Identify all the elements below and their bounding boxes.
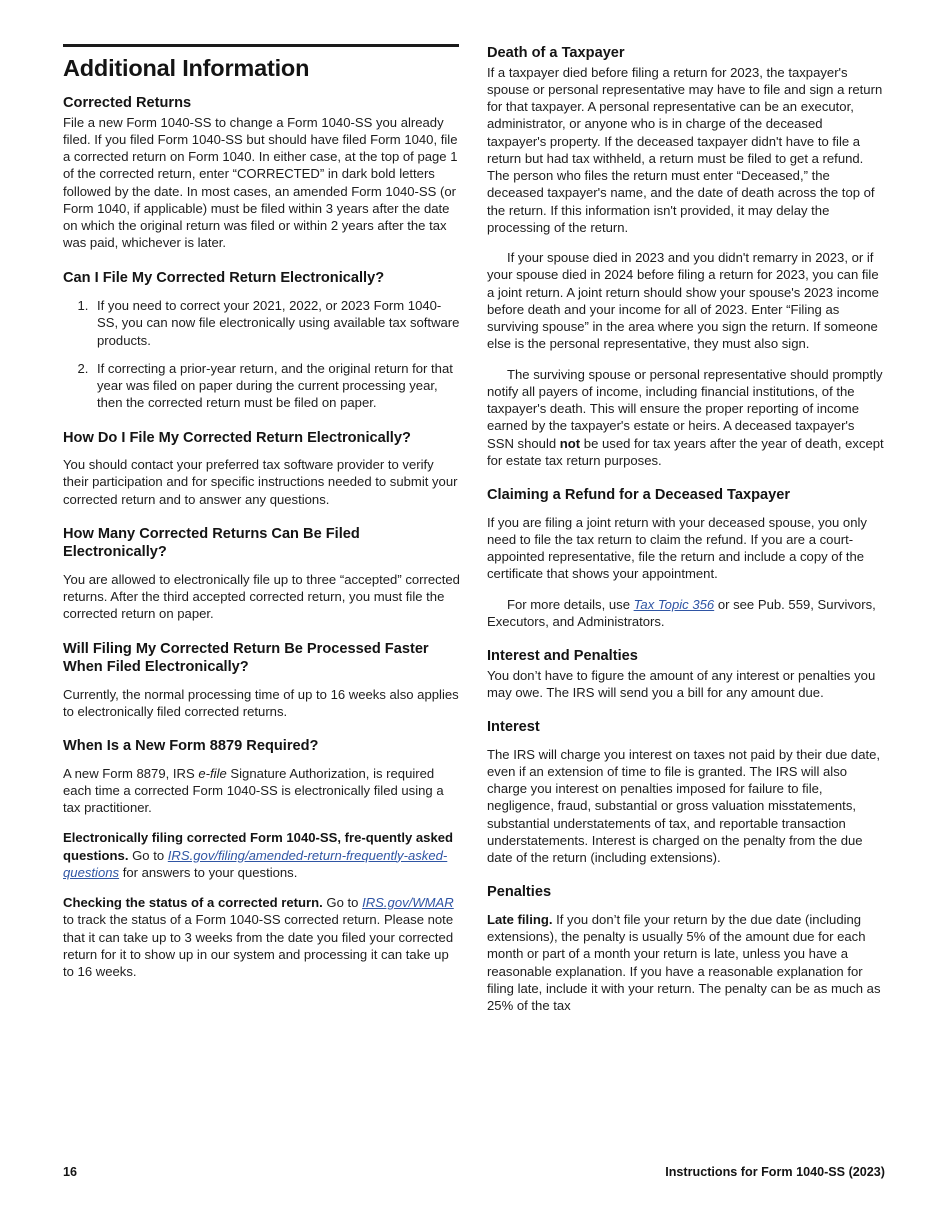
paragraph-claiming-refund-2 xyxy=(487,596,885,631)
page-footer xyxy=(63,1165,885,1179)
two-column-layout xyxy=(63,44,885,1014)
heading-how-do-i-file-electronically: How Do I File My Corrected Return Electronically? xyxy=(63,429,411,446)
heading-corrected-returns: Corrected Returns xyxy=(63,95,192,111)
death-3-text-post: be used for tax years after the year of death, except for estate tax return purposes. xyxy=(487,435,884,468)
heading-processed-faster: Will Filing My Corrected Return Be Processed Faster When Filed Electronically? xyxy=(63,640,429,675)
efile-faq-text-post: for answers to your questions. xyxy=(119,864,298,880)
heading-interest: Interest xyxy=(487,719,540,735)
paragraph-interest: The IRS will charge you interest on taxes not paid by their due date, even if an extension of time to file is granted. The IRS will also charge you interest on penalties imposed for failure to file, negligence, fraud, substantial or gross valuation misstatements, substantial understatements of tax, and reportable transaction understatements. Interest is charged on the penalty from the due date of the return (including extensions). xyxy=(487,746,881,865)
paragraph-death-3 xyxy=(487,366,885,470)
paragraph-how-do-i-file: You should contact your preferred tax software provider to verify their participation and for specific instructions needed to submit your corrected return and to answer any questions. xyxy=(63,457,458,507)
footer-form-title: Instructions for Form 1040-SS (2023) xyxy=(665,1165,885,1179)
heading-penalties: Penalties xyxy=(487,884,552,901)
death-3-bold-not: not xyxy=(559,435,581,451)
checking-status-text-post: to track the status of a Form 1040-SS corrected return. Please note that it can take up to 3 weeks from the date you filed your corrected return for it to show up in our system and processing it can take up to 16 weeks. xyxy=(63,912,454,979)
paragraph-death-2: If your spouse died in 2023 and you didn't remarry in 2023, or if your spouse died in 2024 before filing a return for 2023, you can file a joint return. A joint return should show your spouse's 2023 income before death and your income for all of 2023. Enter “Filing as surviving spouse” in the area where you sign the return. If someone else is the personal representative, they must also sign. xyxy=(487,250,879,352)
refund-2-text-pre: For more details, use xyxy=(507,596,634,612)
paragraph-checking-status xyxy=(63,894,461,980)
late-filing-text: If you don’t file your return by the due date (including extensions), the penalty is usually 5% of the amount due for each month or part of a month your return is late, unless you have a reasonable explanation. If you have a reasonable explanation for filing late, include it with your return. The penalty can be as much as 25% of the tax xyxy=(487,911,881,1013)
form-8879-text-post: Signature Authorization, is required each time a corrected Form 1040-SS is electronically filed using a tax practitioner. xyxy=(63,765,444,815)
page-title: Additional Information xyxy=(63,55,310,81)
paragraph-processed-faster: Currently, the normal processing time of up to 16 weeks also applies to electronically filed corrected returns. xyxy=(63,686,459,719)
efile-faq-lead: Electronically filing corrected Form 1040-SS, fre‐quently asked questions. xyxy=(63,830,454,863)
efile-italic: e-file xyxy=(198,765,227,781)
heading-can-i-file-electronically: Can I File My Corrected Return Electronically? xyxy=(63,269,385,286)
heading-how-many-corrected-returns: How Many Corrected Returns Can Be Filed Electronically? xyxy=(63,525,360,561)
paragraph-efile-faq xyxy=(63,829,461,881)
paragraph-how-many: You are allowed to electronically file up to three “accepted” corrected returns. After the third accepted corrected return, you must file the corrected return on paper. xyxy=(63,571,460,622)
heading-form-8879: When Is a New Form 8879 Required? xyxy=(63,738,319,754)
efile-faq-text-pre: Go to xyxy=(128,847,168,863)
footer-page-number: 16 xyxy=(63,1165,78,1179)
paragraph-death-1: If a taxpayer died before filing a return for 2023, the taxpayer's spouse or personal representative may have to file and sign a return for that taxpayer. A personal representative can be an executor, administrator, or anyone who is in charge of the deceased taxpayer's property. If the deceased taxpayer didn't have to file a return but had tax withheld, a return must be filed to get a refund. The person who files the return must enter “Deceased,” the deceased taxpayer's name, and the date of death across the top of the return. If this information isn't provided, it may delay the processing of the return. xyxy=(487,64,883,235)
link-irs-gov-wmar[interactable]: IRS.gov/WMAR xyxy=(362,895,454,910)
paragraph-form-8879 xyxy=(63,765,461,817)
checking-status-text-pre: Go to xyxy=(322,895,363,910)
refund-2-text-post: or see Pub. 559, Survivors, Executors, and Administrators. xyxy=(487,596,876,629)
paragraph-corrected-returns: File a new Form 1040-SS to change a Form 1040-SS you already filed. If you filed Form 1040-SS but should have filed Form 1040, file a corrected return on Form 1040. In either case, at the top of page 1 of the corrected return, enter “CORRECTED” in dark bold letters followed by the date. In most cases, an amended Form 1040-SS (or Form 1040, if applicable) must be filed within 3 years after the date on which the original return was filed or within 2 years after the tax was paid, whichever is later. xyxy=(63,114,458,251)
heading-interest-and-penalties: Interest and Penalties xyxy=(487,648,638,664)
list-item: 1. If you need to correct your 2021, 2022, or 2023 Form 1040-SS, you can now file electronically using available tax software products. xyxy=(92,297,461,349)
late-filing-lead: Late filing. xyxy=(487,911,553,927)
title-rule xyxy=(63,44,459,47)
link-irs-gov-filing-faq[interactable]: IRS.gov/filing/amended-return-frequently-asked-questions xyxy=(63,847,448,880)
list-item: 2. If correcting a prior-year return, and the original return for that year was filed on paper during the current processing year, then the corrected return must be filed on paper. xyxy=(92,360,461,412)
paragraph-claiming-refund-1: If you are filing a joint return with your deceased spouse, you only need to file the tax return to claim the refund. If you are a court-appointed representative, file the return and include a copy of the certificate that shows your appointment. xyxy=(487,514,867,582)
list-can-i-file xyxy=(63,297,461,412)
paragraph-late-filing xyxy=(487,911,885,1015)
heading-death-of-a-taxpayer: Death of a Taxpayer xyxy=(487,45,625,61)
death-3-text-pre: The surviving spouse or personal representative should promptly notify all payers of income, including financial institutions, of the taxpayer's death. This will ensure the proper reporting of income earned by the taxpayer's estate or heirs. A deceased taxpayer's SSN should xyxy=(487,366,883,451)
right-column xyxy=(487,44,885,1014)
form-8879-text-pre: A new Form 8879, IRS xyxy=(63,765,199,781)
checking-status-lead: Checking the status of a corrected return. xyxy=(63,895,323,910)
left-column xyxy=(63,44,461,1014)
link-tax-topic-356[interactable]: Tax Topic 356 xyxy=(633,596,715,612)
paragraph-interest-and-penalties: You don’t have to figure the amount of any interest or penalties you may owe. The IRS will send you a bill for any amount due. xyxy=(487,667,876,700)
heading-claiming-a-refund: Claiming a Refund for a Deceased Taxpayer xyxy=(487,487,791,503)
